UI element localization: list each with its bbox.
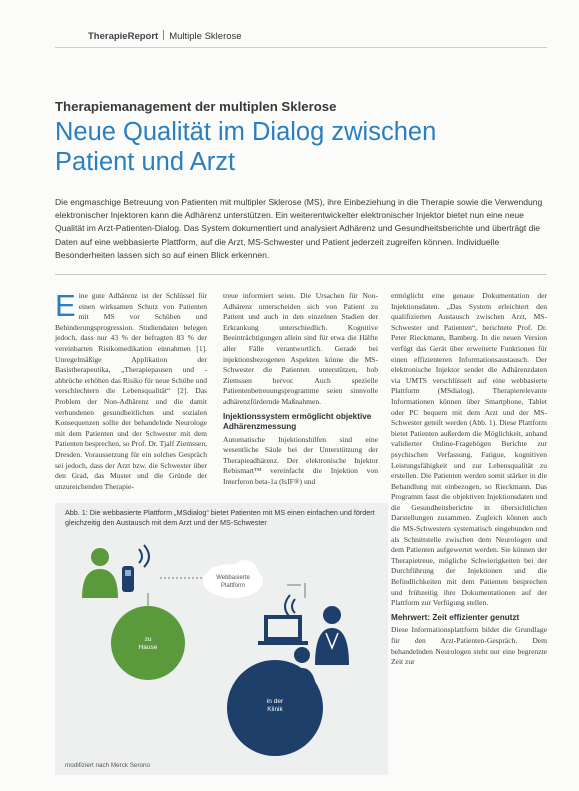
doctor-icon: [315, 606, 349, 665]
figure-1: [55, 503, 388, 775]
patient-icon: [82, 548, 118, 598]
column-3-text-1: ermöglicht eine genaue Dokumentation der Injektionsdaten. „Das System erleichtert den qualifizierten Austausch zwischen Arzt, MS-Schwester und Patienten“, berichtete Prof. Dr. Peter Rieckmann, Bamberg. In die neuen Version verfügt das Gerät über erweiterte Funktionen für einen effizienteren Informationsaustausch. Der elektronische Injektor sendet die Adhärenzdaten via UMTS verschlüsselt auf eine webbasierte Plattform (MSdialog). Therapierelevante Informationen können über Smartphone, Tablet oder PC bequem mit dem Arzt und der MS-Schwester geteilt werden (Abb. 1). Diese Plattform bietet Patienten außerdem die Möglichkeit, anhand validierter Online-Fragebögen Berichte zur psychischen Verfassung, Fatigue, kognitiven Leistungsfähigkeit und zur Lebensqualität zu erstellen. Die Patienten werden somit stärker in die Behandlung mit einbezogen, so Rieckmann. Das Programm fasst die objektiven Injektionsdaten und die Gesundheitsberichte in übersichtlichen Darstellungen zusammen. Zugleich können auch die MS-Schwestern systematisch eingebunden und als Schnittstelle zwischen dem Neurologen und dem Patienten aufgewertet werden. Sie können der Therapietreue, mögliche Schwierigkeiten bei der Durchführung der Injektionen und die Befindlichkeiten mit dem Patienten besprechen und frühzeitig ihre Dokumentationen auf der Plattform zur Verfügung stellen.: [391, 291, 547, 608]
header-brand: TherapieReport: [88, 31, 159, 42]
clinic-label-1: in der: [266, 698, 284, 705]
article-title: [55, 117, 436, 177]
figure-illustration: [55, 503, 388, 775]
header-section: Multiple Sklerose: [169, 31, 242, 42]
column-2-text-2: Automatische Injektionshilfen sind eine wesentliche Säule bei der Unterstützung der Therapieadhärenz. Der elektronische Injektor Rebismart™ vereinfacht die Injektion von Interferon beta-1a (IsIF®) und: [223, 434, 378, 486]
laptop-icon: [258, 615, 308, 645]
header-divider: [163, 30, 164, 40]
home-label-1: zu: [144, 636, 152, 643]
body-column-3: [391, 291, 547, 668]
drop-cap: E: [55, 288, 76, 323]
figure-credit: modifiziert nach Merck Serono: [65, 762, 151, 769]
figure-caption: Abb. 1: Die webbasierte Plattform „MSdialog“ bietet Patienten mit MS einen einfachen und fördert gleichzeitig den Austausch mit dem Arzt und der MS-Schwester: [65, 508, 375, 527]
injector-icon: [122, 566, 134, 592]
clinic-label-2: Klinik: [267, 706, 283, 713]
wifi-signal-icon: [285, 595, 295, 617]
wifi-signal-icon: [139, 545, 149, 567]
title-line-1: Neue Qualität im Dialog zwischen: [55, 118, 437, 146]
column-2-text-1: treue informiert seien. Die Ursachen für Non-Adhärenz unterscheiden sich von Patient zu Patient und auch in den einzelnen Stadien der Erkrankung unterschiedlich. Kognitive Beeinträchtigungen allein sind für etwa die Hälfte aller Fälle verantwortlich. Gerade bei injektionsbezogenen Aspekten könne die MS-Schwester die Patienten unterstützen, hob Ziemssen hervor. Auch spezielle Patientenbetreuungsprogramme seien sinnvolle adhärenzfördernde Maßnahmen.: [223, 291, 378, 406]
title-line-2: Patient und Arzt: [55, 148, 236, 176]
header-rule: [55, 47, 547, 48]
column-1-text: ine gute Adhärenz ist der Schlüssel für einen wirksamen Schutz von Patienten mit MS vor Schüben und Behinderungsprogression. Studiendaten belegen jedoch, dass nur 43 % der befragten 83 % der vereinbarten Risikomedikation einnahmen [1]. Unregelmäßige Applikation der Basistherapeutika, „Therapiepausen und -abbrüche erhöhen das Risiko für neue Schübe und verschlechtern die Lebensqualität“ [2]. Das Problem der Non-Adhärenz und die damit verbundenen gesundheitlichen und sozialen Konsequenzen sollte der behandelnde Neurologe mit dem Patienten und der Schwester mit dem Patienten besprechen, so Prof. Dr. Tjalf Ziemssen, Dresden. Voraussetzung für ein solches Gespräch sei jedoch, dass der Arzt bzw. die Schwester über den Grad, das Muster und die Gründe der unzureichenden Therapie-: [55, 291, 207, 491]
running-header: [88, 30, 242, 42]
cloud-label-1: Webbasierte: [216, 575, 250, 581]
lead-rule: [55, 274, 547, 275]
article-kicker: Therapiemanagement der multiplen Sklerose: [55, 99, 337, 114]
home-circle-icon: [111, 606, 185, 680]
cloud-label-2: Plattform: [220, 583, 246, 589]
subheading-injection-system: Injektionssystem ermöglicht objektive Adhärenzmessung: [223, 411, 372, 432]
home-label-2: Hause: [138, 644, 158, 651]
column-3-text-2: Diese Informationsplattform bildet die Grundlage für den Arzt-Patienten-Gespräch. Dem behandelnden Neurologen steht nur eine begrenzte Zeit zur: [391, 625, 547, 667]
body-column-2: [223, 291, 378, 488]
body-column-1: [55, 288, 207, 492]
subheading-added-value: Mehrwert: Zeit effizienter genutzt: [391, 612, 520, 622]
article-lead: Die engmaschige Betreuung von Patienten mit multipler Sklerose (MS), ihre Einbeziehung in die Therapie sowie die Verwendung elektronischer Injektoren kann die Adhärenz unterstützen. Ein weiterentwickelter elektronischer Injektor bietet nun eine neue Qualität im Arzt-Patienten-Dialog. Das System dokumentiert und analysiert Adhärenz und Gesundheitsberichte und überträgt die Daten auf eine webbasierte Plattform, auf die Arzt, MS-Schwester und Patient jederzeit zugreifen können. Individuelle Besonderheiten lassen sich so auf einen Blick erkennen.: [55, 197, 543, 260]
